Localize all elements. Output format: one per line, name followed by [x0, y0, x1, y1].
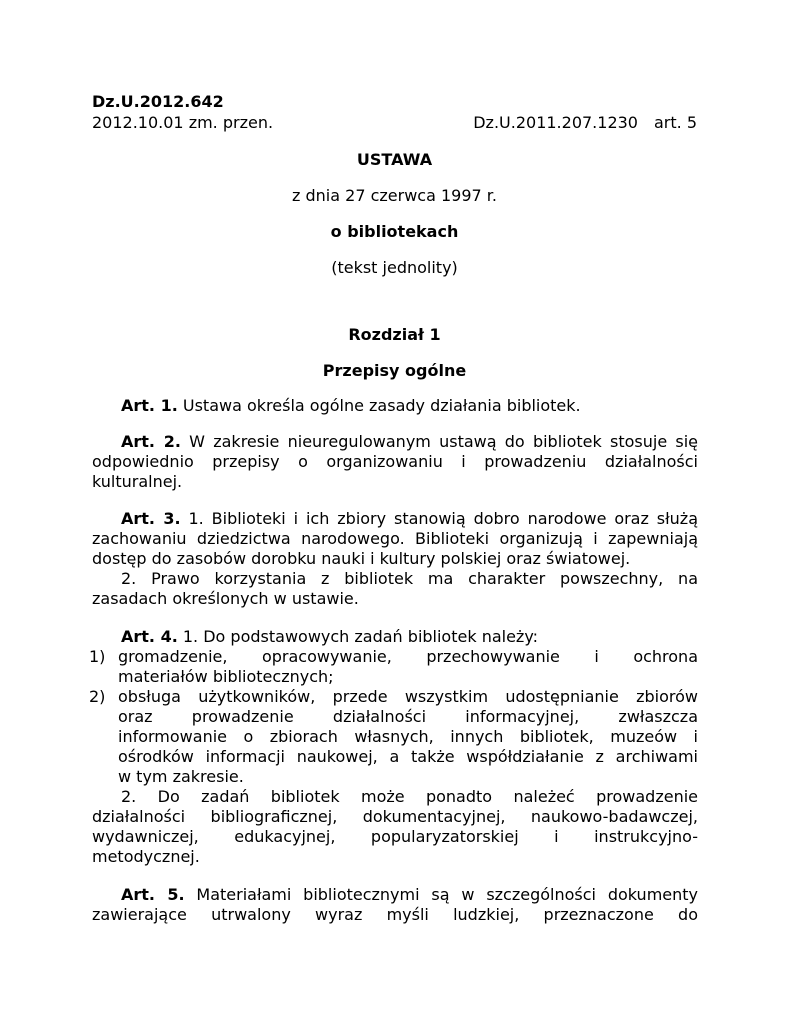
article-5-label: Art. 5. [121, 885, 185, 904]
reference-article: art. 5 [653, 113, 697, 132]
article-5-line2: zawierające utrwalony wyraz myśli ludzkiej, przeznaczone do [92, 905, 698, 924]
article-4-p2-line4: metodycznej. [92, 847, 200, 866]
list-item-line: materiałów bibliotecznych; [118, 667, 334, 686]
list-item-line: w tym zakresie. [118, 767, 244, 786]
act-date: z dnia 27 czerwca 1997 r. [292, 186, 497, 205]
article-2 [92, 432, 698, 492]
article-3-label: Art. 3. [121, 509, 181, 528]
article-4-p2-line2: działalności bibliograficznej, dokumentacyjnej, naukowo-badawczej, [92, 807, 698, 826]
article-4-p2-line3: wydawniczej, edukacyjnej, popularyzatorskiej i instrukcyjno- [92, 827, 698, 846]
chapter-label: Rozdział 1 [348, 325, 441, 344]
article-4-section-2 [92, 787, 698, 867]
list-item [89, 687, 698, 787]
act-subject: o bibliotekach [330, 222, 459, 241]
article-4-intro: 1. Do podstawowych zadań bibliotek należy: [182, 627, 539, 646]
article-4-list [89, 647, 698, 787]
list-item-line: obsługa użytkowników, przede wszystkim udostępnianie zbiorów [118, 687, 698, 706]
list-item-line: informowanie o zbiorach własnych, innych bibliotek, muzeów i [118, 727, 698, 746]
list-item [89, 647, 698, 687]
list-item-line: gromadzenie, opracowywanie, przechowywanie i ochrona [118, 647, 698, 666]
article-2-line1: W zakresie nieuregulowanym ustawą do bibliotek stosuje się [189, 432, 699, 451]
article-2-label: Art. 2. [121, 432, 181, 451]
article-3-p2-line2: zasadach określonych w ustawie. [92, 589, 359, 608]
list-item-line: ośrodków informacji naukowej, a także współdziałanie z archiwami [118, 747, 698, 766]
article-3-p1-line3: dostęp do zasobów dorobku nauki i kultury polskiej oraz światowej. [92, 549, 631, 568]
article-2-line3: kulturalnej. [92, 472, 183, 491]
document-id: Dz.U.2012.642 [92, 92, 224, 111]
article-2-line2: odpowiednio przepisy o organizowaniu i prowadzeniu działalności [92, 452, 698, 471]
article-4 [92, 627, 698, 647]
article-4-label: Art. 4. [121, 627, 178, 646]
chapter-name: Przepisy ogólne [322, 361, 467, 380]
reference [473, 113, 697, 132]
article-5 [92, 885, 698, 925]
article-4-p2-line1: 2. Do zadań bibliotek może ponadto należeć prowadzenie [121, 787, 698, 806]
article-3-p1-line1: 1. Biblioteki i ich zbiory stanowią dobro narodowe oraz służą [188, 509, 699, 528]
act-note: (tekst jednolity) [331, 258, 458, 277]
article-3 [92, 509, 698, 609]
act-type: USTAWA [356, 150, 433, 169]
list-item-number: 2) [89, 687, 106, 706]
article-1 [92, 396, 698, 416]
list-item-line: oraz prowadzenie działalności informacyjnej, zwłaszcza [118, 707, 698, 726]
reference-id: Dz.U.2011.207.1230 [473, 113, 638, 132]
article-3-p2-line1: 2. Prawo korzystania z bibliotek ma charakter powszechny, na [121, 569, 698, 588]
article-1-label: Art. 1. [121, 396, 178, 415]
article-5-line1: Materiałami bibliotecznymi są w szczególności dokumenty [196, 885, 699, 904]
article-3-p1-line2: zachowaniu dziedzictwa narodowego. Biblioteki organizują i zapewniają [92, 529, 698, 548]
article-1-text: Ustawa określa ogólne zasady działania bibliotek. [182, 396, 581, 415]
list-item-number: 1) [89, 647, 106, 666]
amendment-date: 2012.10.01 zm. przen. [92, 113, 274, 132]
